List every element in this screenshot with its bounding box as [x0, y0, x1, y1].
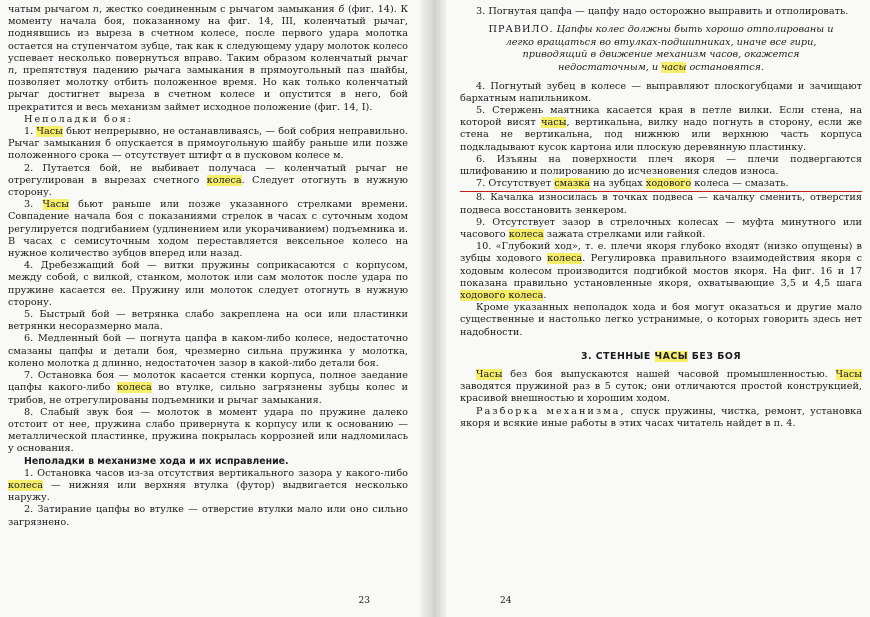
highlight: колеса	[547, 253, 583, 265]
paragraph-s1: Часы без боя выпускаются нашей часовой промышленностью. Часы заводятся пружиной раз в 5 суток; они отличаются простой конструкцией, красивой внешностью и хорошим ходом.	[460, 369, 862, 405]
highlight: смазка	[554, 178, 591, 190]
heading-faults: Неполадки боя:	[24, 113, 133, 125]
paragraph-r8: 8. Качалка износилась в точках подвеса — качалку сменить, отверстия подвеса восстановить зенкером.	[460, 192, 862, 216]
highlight: часы	[541, 117, 567, 129]
highlight: часы	[661, 61, 687, 73]
page-number: 24	[500, 595, 512, 606]
highlight: ходового	[645, 178, 692, 190]
highlight: колеса	[508, 229, 544, 241]
paragraph-s2: Разборка механизма, спуск пружины, чистка, ремонт, установка якоря и всякие иные работы в этих часах читатель найдет в п. 4.	[460, 405, 862, 429]
paragraph-5: 5. Быстрый бой — ветрянка слабо закреплена на оси или пластинки ветрянки несоразмерно мала.	[8, 309, 408, 333]
highlight: Часы	[42, 199, 69, 211]
paragraph-r7: 7. Отсутствует смазка на зубцах ходового колеса — смазать.	[460, 178, 862, 192]
right-page	[446, 0, 870, 617]
paragraph-1: 1. Часы бьют непрерывно, не останавливаясь, — бой собрия неправильно. Рычаг замыкания б опускается в прямоугольную шайбу раньше или позже положенного срока — отсутствует штифт α в пусковом колесе м.	[8, 126, 408, 162]
section-title: 3. СТЕННЫЕ ЧАСЫ БЕЗ БОЯ	[580, 350, 742, 362]
paragraph-3: 3. Часы бьют раньше или позже указанного стрелками времени. Совпадение начала боя с показаниями стрелок в часах с суточным ходом регулируется подгибанием (удлинением или укорачиванием) подъемника и. В часах с семисуточным ходом переставляется вексельное колесо на нужное количество зубцов вперед или назад.	[8, 199, 408, 260]
paragraph-r6: 6. Изъяны на поверхности плеч якоря — плечи подвергаются шлифованию и полированию до исчезновения следов износа.	[460, 153, 862, 177]
highlight: колеса	[206, 174, 242, 186]
paragraph-4: 4. Дребезжащий бой — витки пружины соприкасаются с корпусом, между собой, с вилкой, станком, молоток или сам молоток после удара по пружине касается ее. Пружину или молоток следует отогнуть в нужную сторону.	[8, 260, 408, 308]
paragraph-8: 8. Слабый звук боя — молоток в момент удара по пружине далеко отстоит от нее, пружина слабо привернута к корпусу или к основанию — металлической пластинке, пружина покрылась коррозией или надломилась у основания.	[8, 406, 408, 455]
left-page	[0, 0, 420, 617]
heading-mechanism: Неполадки в механизме хода и их исправление.	[24, 455, 289, 467]
book-gutter	[420, 0, 446, 617]
paragraph-r3: 3. Погнутая цапфа — цапфу надо осторожно выправить и отполировать.	[476, 6, 849, 17]
highlight: ЧАСЫ	[654, 350, 688, 362]
paragraph-r4: 4. Погнутый зубец в колесе — выправляют плоскогубцами и зачищают бархатным напильником.	[460, 80, 862, 104]
paragraph-m1: 1. Остановка часов из-за отсутствия вертикального зазора у какого-либо колеса — нижняя или верхняя втулка (футор) выдвигается несколько наружу.	[8, 467, 408, 504]
paragraph-r11: Кроме указанных неполадок хода и боя могут оказаться и другие мало существенные и настолько легко устранимые, о которых говорить здесь нет надобности.	[460, 302, 862, 338]
paragraph-2: 2. Путается бой, не выбивает получаса — коленчатый рычаг не отрегулирован в вырезах счетного колеса. Следует отогнуть в нужную сторону.	[8, 162, 408, 199]
paragraph-r5-lead: 5. Стержень маятника касается края в петле вилки. Если стена, на которой висят часы, вертикальна, вилку надо погнуть в сторону, если же стена не вертикальна, под нижнюю или верхнюю часть корпуса подкладывают кусок картона или плоскую деревянную пластинку.	[460, 104, 863, 153]
highlight: ходового колеса	[460, 290, 544, 302]
paragraph-r9: 9. Отсутствует зазор в стрелочных колесах — муфта минутного или часового колеса зажата стрелками или гайкой.	[460, 216, 862, 241]
paragraph-intro: чатым рычагом n, жестко соединенным с рычагом замыкания б (фиг. 14). К моменту начала боя, показанному на фиг. 14, III, коленчатый рычаг, поднявшись из выреза в счетном колесе, после первого удара молотка остается на ступенчатом зубце, так как к следующему удару молоток колесо успевает несколько повернуться вправо. Таким образом коленчатый рычаг n, препятствуя падению рычага замыкания в прямоугольный паз шайбы, позволяет молотку отбить положенное время. Но как только коленчатый рычаг достигнет выреза в счетном колесе и опустится в него, бой прекратится и весь механизм займет исходное положение (фиг. 14, I).	[8, 4, 408, 113]
page-number: 23	[358, 595, 370, 606]
paragraph-7: 7. Остановка боя — молоток касается стенки корпуса, полное заедание цапфы какого-либо колеса во втулке, сильно загрязнены зубцы колес и трибов, не отрегулированы подъемники и рычаг замыкания.	[8, 370, 408, 406]
highlight: колеса	[8, 479, 43, 491]
highlight: колеса	[116, 382, 152, 394]
highlight: Часы	[476, 369, 503, 381]
highlight: Часы	[835, 369, 862, 381]
rule-block: ПРАВИЛО. Цапфы колес должны быть хорошо отполированы и легко вращаться во втулках-подшипниках, иначе все гири, приводящий в движение механизм часов, окажется недостаточным, и часы остановятся.	[488, 24, 834, 73]
paragraph-r10: 10. «Глубокий ход», т. е. плечи якоря глубоко входят (низко опущены) в зубцы ходового колеса. Регулировка правильного взаимодействия якоря с ходовым колесом производится подгибкой мостов якоря. На фиг. 16 и 17 показана правильно установленные якоря, охватывающие 3,5 и 4,5 шага ходового колеса.	[460, 241, 863, 302]
paragraph-m2: 2. Затирание цапфы во втулке — отверстие втулки мало или оно сильно загрязнено.	[8, 504, 408, 528]
highlight: Часы	[36, 126, 63, 138]
paragraph-6: 6. Медленный бой — погнута цапфа в каком-либо колесе, недостаточно смазаны цапфы и детали боя, чрезмерно сильна пружинка у молотка, колено молотка д длинно, недостаточен зазор в какой-либо детали боя.	[8, 333, 408, 369]
